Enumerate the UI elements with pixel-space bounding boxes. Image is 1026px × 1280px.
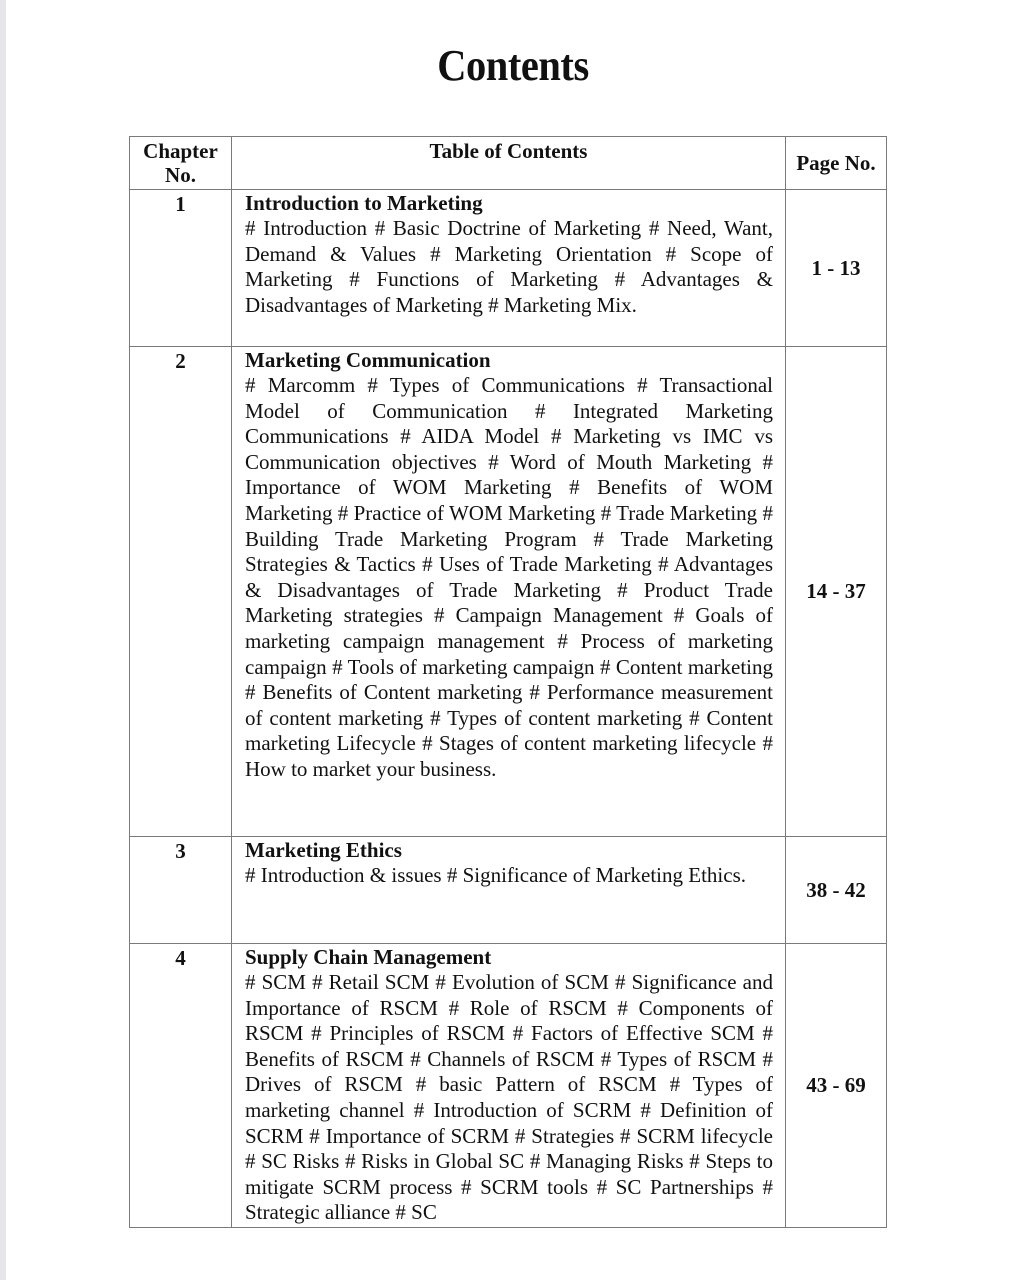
chapter-contents xyxy=(232,944,786,1228)
chapter-number: 3 xyxy=(130,837,232,944)
chapter-contents xyxy=(232,347,786,837)
chapter-number: 1 xyxy=(130,190,232,347)
page-title: Contents xyxy=(437,41,589,90)
header-table-of-contents: Table of Contents xyxy=(232,137,786,190)
chapter-topics: # Introduction # Basic Doctrine of Marketing # Need, Want, Demand & Values # Marketing Orientation # Scope of Marketing # Functions of Marketing # Advantages & Disadvantages of Marketing # Marketing Mix. xyxy=(245,216,773,317)
chapter-number: 4 xyxy=(130,944,232,1228)
header-chapter-no: Chapter No. xyxy=(130,137,232,190)
chapter-contents xyxy=(232,190,786,347)
page-range: 43 - 69 xyxy=(786,944,887,1228)
table-row xyxy=(130,190,887,347)
page-range: 14 - 37 xyxy=(786,347,887,837)
page-range: 1 - 13 xyxy=(786,190,887,347)
chapter-topics: # Introduction & issues # Significance of Marketing Ethics. xyxy=(245,863,746,887)
table-header-row xyxy=(130,137,887,190)
chapter-title: Introduction to Marketing xyxy=(245,191,483,215)
chapter-number: 2 xyxy=(130,347,232,837)
table-row xyxy=(130,944,887,1228)
table-row xyxy=(130,837,887,944)
table-row xyxy=(130,347,887,837)
chapter-contents xyxy=(232,837,786,944)
chapter-topics: # Marcomm # Types of Communications # Transactional Model of Communication # Integrated Marketing Communications # AIDA Model # Marketing vs IMC vs Communication objectives # Word of Mouth Marketing # Importance of WOM Marketing # Benefits of WOM Marketing # Practice of WOM Marketing # Trade Marketing # Building Trade Marketing Program # Trade Marketing Strategies & Tactics # Uses of Trade Marketing # Advantages & Disadvantages of Trade Marketing # Product Trade Marketing strategies # Campaign Management # Goals of marketing campaign management # Process of marketing campaign # Tools of marketing campaign # Content marketing # Benefits of Content marketing # Performance measurement of content marketing # Types of content marketing # Content marketing Lifecycle # Stages of content marketing lifecycle # How to market your business. xyxy=(245,373,773,781)
page-edge xyxy=(0,0,6,1280)
page-range: 38 - 42 xyxy=(786,837,887,944)
chapter-title: Marketing Communication xyxy=(245,348,491,372)
chapter-topics: # SCM # Retail SCM # Evolution of SCM # Significance and Importance of RSCM # Role of RSCM # Components of RSCM # Principles of RSCM # Factors of Effective SCM # Benefits of RSCM # Channels of RSCM # Types of RSCM # Drives of RSCM # basic Pattern of RSCM # Types of marketing channel # Introduction of SCRM # Definition of SCRM # Importance of SCRM # Strategies # SCRM lifecycle # SC Risks # Risks in Global SC # Managing Risks # Steps to mitigate SCRM process # SCRM tools # SC Partnerships # Strategic alliance # SC xyxy=(245,970,773,1225)
chapter-title: Marketing Ethics xyxy=(245,838,402,862)
chapter-title: Supply Chain Management xyxy=(245,945,492,969)
contents-table xyxy=(129,136,887,1228)
header-page-no: Page No. xyxy=(786,137,887,190)
